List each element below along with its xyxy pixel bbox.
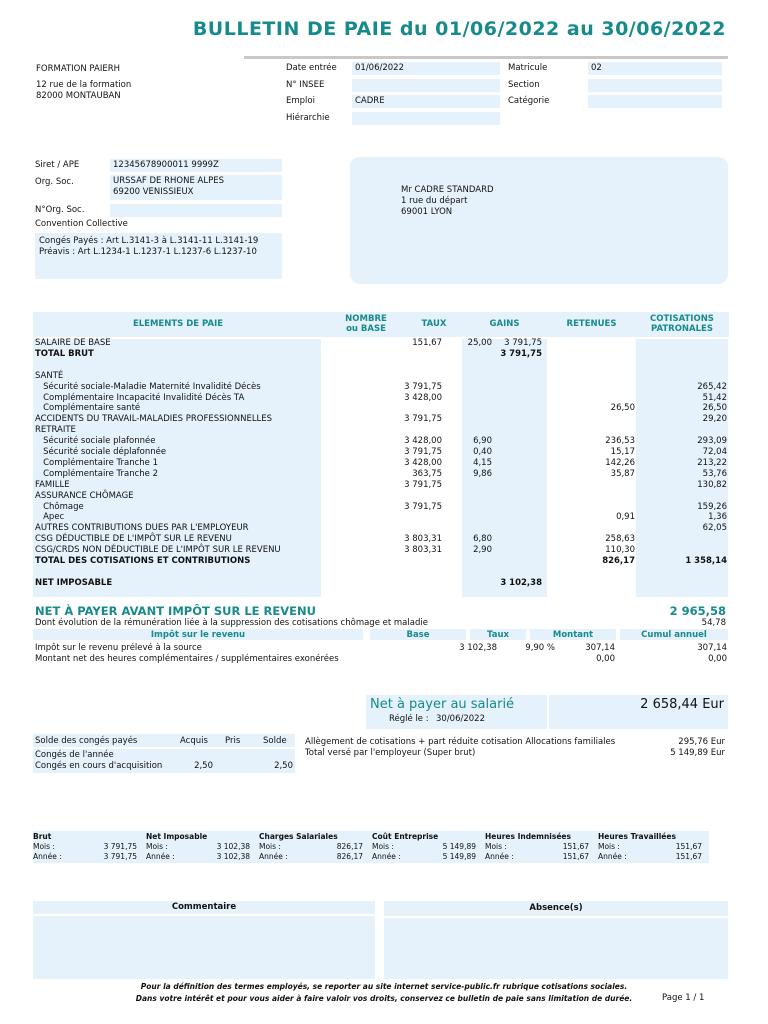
page-number: Page 1 / 1 [662,993,705,1003]
regle-date: 30/06/2022 [436,714,485,724]
pay-line-taux: 6,80 [473,534,492,545]
super-brut-value: 5 149,89 Eur [670,748,725,758]
pay-line-patronales: 29,20 [702,414,727,425]
conges-row2-label: Congés en cours d'acquisition [35,761,163,771]
table-row [35,523,730,534]
label-section: Section [508,80,540,90]
summary-column [372,832,482,862]
pay-line-label: CSG DÉDUCTIBLE DE L'IMPÔT SUR LE REVENU [35,534,232,545]
label-categorie: Catégorie [508,96,550,106]
employee-block [401,185,494,218]
impot-header-taux: Taux [487,630,509,640]
label-convention: Convention Collective [35,219,128,229]
label-orgsoc: Org. Soc. [35,177,74,187]
col-header-elements: ELEMENTS DE PAIE [132,319,224,329]
pay-line-taux: 2,90 [473,545,492,556]
table-row [35,469,730,480]
pay-line-patronales: 53,76 [702,468,727,479]
net-avant-impot-value: 2 965,58 [669,604,726,618]
table-row [35,502,730,513]
table-row [35,545,730,556]
impot-header-cumul: Cumul annuel [641,630,707,640]
pay-line-taux: 4,15 [473,457,492,468]
employee-address1: 1 rue du départ [401,196,468,206]
col-header-cot-1: COTISATIONS [650,314,714,324]
conges-title: Solde des congés payés [35,736,138,746]
summary-line [372,852,482,862]
field-insee [352,79,500,92]
label-matricule: Matricule [508,63,548,73]
conges-legal-text: Congés Payés : Art L.3141-3 à L.3141-11 L.3141-19 Préavis : Art L.1234-1 L.1237-1 L.1237-6 L.1237-10 [35,233,282,279]
label-siret: Siret / APE [35,160,80,170]
pay-line-label: Sécurité sociale-Maladie Maternité Invalidité Décès [35,381,261,392]
employee-address2: 69001 LYON [401,207,453,217]
orgsoc-line1: URSSAF DE RHONE ALPES [113,176,224,186]
summary-line-label: Année : [485,852,514,861]
summary-title: Heures Indemnisées [485,832,571,841]
summary-value: 151,67 [562,842,589,851]
summary-value: 826,17 [336,842,363,851]
regle-label: Réglé le : [389,714,429,724]
summary-value: 826,17 [336,852,363,861]
summary-value: 3 102,38 [216,842,250,851]
pay-line-retenues: 15,17 [610,447,635,457]
summary-line [485,852,595,862]
impot-row [35,643,730,654]
pay-line-taux: 6,90 [473,436,492,447]
pay-line-label: SANTÉ [35,370,64,381]
pay-line-base: 3 791,75 [404,479,442,490]
summary-column [598,832,708,862]
col-header-nombre [326,314,406,334]
impot-row-cumul: 307,14 [697,643,727,653]
pay-line-base: 3 428,00 [404,392,442,403]
label-norg: N°Org. Soc. [35,205,85,215]
summary-title: Brut [33,832,52,841]
pay-line-taux: 9,86 [473,468,492,479]
evolution-value: 54,78 [701,618,726,628]
summary-line [598,852,708,862]
pay-line-label: CSG/CRDS NON DÉDUCTIBLE DE L'IMPÔT SUR LE REVENU [35,545,281,556]
summary-column [259,832,369,862]
pay-line-label: SALAIRE DE BASE [35,338,111,348]
footer-line2: Dans votre intérêt et pour vous aider à faire valoir vos droits, conservez ce bulletin de paie sans limitation de durée. [135,994,633,1003]
orgsoc-line2: 69200 VENISSIEUX [113,187,194,197]
pay-line-base: 3 428,00 [404,436,442,447]
allegement-value: 295,76 Eur [678,737,725,747]
col-header-taux: TAUX [421,319,447,329]
summary-title: Charges Salariales [259,832,338,841]
table-row [35,403,730,414]
col-header-nombre-1: NOMBRE [345,314,387,324]
impot-row-taux: 9,90 % [525,643,555,653]
impot-row-base: 3 102,38 [459,643,497,653]
summary-value: 151,67 [675,852,702,861]
table-row [35,349,730,360]
col-header-retenues: RETENUES [566,319,617,329]
summary-value: 3 791,75 [103,842,137,851]
table-row [35,556,730,567]
pay-line-label: FAMILLE [35,479,70,490]
summary-line-label: Mois : [259,842,281,851]
conges-solde-header: Solde [263,736,287,746]
pay-line-label: Chômage [35,501,84,512]
pay-line-patronales: 159,26 [697,501,727,512]
pay-line-retenues: 826,17 [602,556,635,566]
divider [377,901,382,979]
pay-line-label: Complémentaire Tranche 1 [35,457,158,468]
summary-line-label: Mois : [372,842,394,851]
net-imposable-value: 3 102,38 [500,578,542,588]
summary-line [146,852,256,862]
summary-title: Net Imposable [146,832,208,841]
table-row [35,491,730,502]
pay-line-patronales: 1 358,14 [685,556,727,566]
table-row [35,534,730,545]
pay-line-retenues: 0,91 [616,512,635,523]
allegement-label: Allègement de cotisations + part réduite cotisation Allocations familiales [305,737,616,747]
col-header-gains: GAINS [489,319,520,329]
summary-title: Heures Travaillées [598,832,676,841]
pay-line-retenues: 110,30 [605,545,635,556]
summary-line-label: Année : [259,852,288,861]
table-row [35,371,730,382]
divider [33,914,375,916]
pay-line-label: AUTRES CONTRIBUTIONS DUES PAR L'EMPLOYEUR [35,523,249,534]
pay-line-patronales: 265,42 [697,381,727,392]
pay-line-retenues: 35,87 [610,468,635,479]
page-title: BULLETIN DE PAIE du 01/06/2022 au 30/06/2022 [192,18,726,40]
summary-line [259,852,369,862]
pay-line-label: Apec [35,512,65,523]
impot-header-label: Impôt sur le revenu [150,630,246,640]
label-hierarchie: Hiérarchie [286,113,330,123]
summary-value: 5 149,89 [442,842,476,851]
col-header-cot-2: PATRONALES [651,324,713,334]
employee-name: Mr CADRE STANDARD [401,185,494,195]
employer-address2: 82000 MONTAUBAN [36,91,121,101]
super-brut-label: Total versé par l'employeur (Super brut) [305,748,476,758]
pay-line-retenues: 258,63 [605,534,635,545]
commentaire-label: Commentaire [171,902,237,912]
col-header-cotisations [636,314,728,334]
pay-line-gains: 3 791,75 [504,338,542,348]
table-row [35,447,730,458]
pay-line-label: Complémentaire Incapacité Invalidité Décès TA [35,392,245,403]
employer-name: FORMATION PAIERH [36,64,120,74]
label-emploi: Emploi [286,96,315,106]
net-imposable-label: NET IMPOSABLE [35,578,113,588]
summary-column [146,832,256,862]
pay-line-retenues: 26,50 [610,403,635,414]
summary-line [598,842,708,852]
pay-line-label: Sécurité sociale déplafonnée [35,447,167,457]
conges-acquis-header: Acquis [180,736,208,746]
pay-line-base: 151,67 [412,338,442,348]
evolution-label: Dont évolution de la rémunération liée à la suppression des cotisations chômage et maladie [35,618,428,628]
field-emploi: CADRE [352,95,500,108]
pay-line-patronales: 51,42 [702,392,727,403]
summary-line-label: Mois : [33,842,55,851]
pay-line-retenues: 236,53 [605,436,635,447]
impot-row-cumul: 0,00 [708,654,727,664]
summary-line-label: Mois : [485,842,507,851]
net-imposable-row [35,578,730,589]
summary-line-label: Année : [372,852,401,861]
pay-line-base: 3 791,75 [404,414,442,425]
label-date-entree: Date entrée [286,63,337,73]
field-siret: 12345678900011 9999Z [110,159,282,172]
summary-line [259,842,369,852]
net-salarie-label: Net à payer au salarié [370,697,515,712]
summary-value: 3 791,75 [103,852,137,861]
pay-line-base: 3 791,75 [404,381,442,392]
summary-line-label: Mois : [598,842,620,851]
impot-row-label: Impôt sur le revenu prélevé à la source [35,643,202,653]
summary-line-label: Année : [33,852,62,861]
pay-line-retenues: 142,26 [605,457,635,468]
table-row [35,360,730,371]
label-insee: N° INSEE [286,80,325,90]
field-norg [110,204,282,217]
conges-row2-acquis: 2,50 [194,761,213,771]
pay-line-base: 3 791,75 [404,501,442,512]
pay-line-gains: 3 791,75 [500,348,542,359]
conges-row1-label: Congés de l'année [35,750,114,760]
summary-line [146,842,256,852]
summary-line [485,842,595,852]
table-row [35,414,730,425]
summary-line-label: Mois : [146,842,168,851]
pay-line-base: 3 803,31 [404,545,442,556]
pay-line-label: TOTAL DES COTISATIONS ET CONTRIBUTIONS [35,556,251,566]
impot-header-base: Base [406,630,430,640]
pay-line-patronales: 1,36 [708,512,727,523]
pay-line-patronales: 213,22 [697,457,727,468]
pay-line-patronales: 130,82 [697,479,727,490]
pay-line-patronales: 293,09 [697,436,727,447]
col-header-nombre-2: ou BASE [346,324,386,334]
table-row [35,338,730,349]
net-avant-impot-label: NET À PAYER AVANT IMPÔT SUR LE REVENU [35,604,316,618]
net-salarie-value: 2 658,44 Eur [640,697,724,712]
pay-line-base: 363,75 [412,468,442,479]
pay-line-taux: 0,40 [473,447,492,457]
divider [384,916,728,918]
employer-address1: 12 rue de la formation [36,80,132,90]
pay-line-label: Sécurité sociale plafonnée [35,436,156,447]
footer-line1: Pour la définition des termes employés, se reporter au site internet service-public.fr rubrique cotisations sociales. [140,982,628,991]
summary-line [33,842,143,852]
impot-row-label: Montant net des heures complémentaires / supplémentaires exonérées [35,654,339,664]
summary-column [485,832,595,862]
summary-column [33,832,143,862]
divider [244,56,728,59]
summary-line [33,852,143,862]
field-orgsoc [110,175,282,200]
field-matricule: 02 [588,62,722,75]
impot-header-montant: Montant [552,630,594,640]
impot-row-montant: 0,00 [596,654,615,664]
pay-line-label: Complémentaire Tranche 2 [35,468,158,479]
employee-address-box [350,157,728,284]
conges-row2-solde: 2,50 [274,761,293,771]
table-row [35,512,730,523]
absences-label: Absence(s) [529,903,583,913]
field-section [588,79,722,92]
summary-value: 151,67 [675,842,702,851]
summary-line-label: Année : [146,852,175,861]
employer-block [36,64,131,102]
pay-line-label: TOTAL BRUT [35,348,94,359]
summary-line-label: Année : [598,852,627,861]
commentaire-box [33,901,375,979]
table-row [35,393,730,404]
conges-pris-header: Pris [225,736,241,746]
pay-line-base: 3 791,75 [404,447,442,457]
table-row [35,480,730,491]
pay-line-label: RETRAITE [35,425,76,436]
table-row [35,382,730,393]
field-date-entree: 01/06/2022 [352,62,500,75]
table-row [35,458,730,469]
pay-line-label: ASSURANCE CHÔMAGE [35,490,134,501]
summary-title: Coût Entreprise [372,832,439,841]
impot-row [35,654,730,665]
pay-line-patronales: 62,05 [702,523,727,534]
pay-line-base: 3 428,00 [404,457,442,468]
field-categorie [588,95,722,108]
pay-line-patronales: 26,50 [702,403,727,414]
table-row [35,436,730,447]
summary-value: 3 102,38 [216,852,250,861]
pay-line-base: 3 803,31 [404,534,442,545]
impot-row-montant: 307,14 [585,643,615,653]
field-hierarchie [352,112,500,125]
summary-line [372,842,482,852]
pay-line-label: Complémentaire santé [35,403,141,414]
summary-value: 151,67 [562,852,589,861]
table-row [35,425,730,436]
pay-line-patronales: 72,04 [702,447,727,457]
pay-line-label: ACCIDENTS DU TRAVAIL-MALADIES PROFESSIONNELLES [35,414,273,425]
summary-value: 5 149,89 [442,852,476,861]
pay-line-taux: 25,00 [467,338,492,348]
